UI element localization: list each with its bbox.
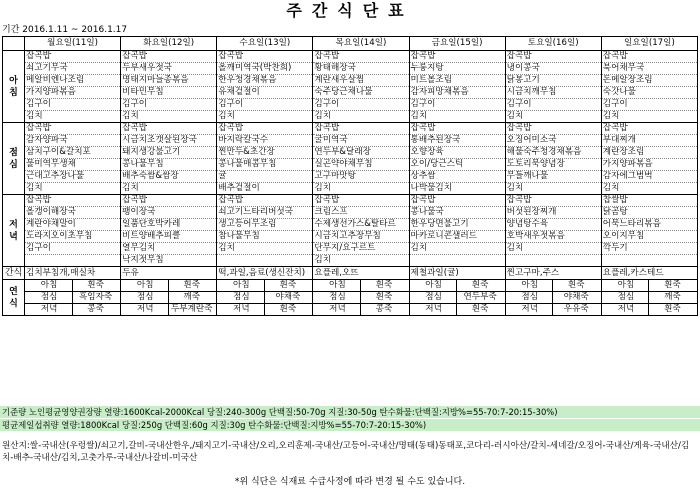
meal-label: 아 침 [3,51,25,123]
menu-item: 오이지무침 [601,231,697,243]
menu-item: 콩나물무침 [121,159,217,171]
porridge-type: 흰죽 [664,304,681,314]
menu-item: 김치 [505,243,601,255]
menu-item: 유채겉절이 [217,87,313,99]
day-header-row [3,37,698,51]
meal-label: 점 심 [3,123,25,195]
porridge-meal: 점심 [507,292,553,303]
meal-row [3,135,698,147]
menu-item: 감자양파국 [25,135,121,147]
menu-item: 김구이 [25,243,121,255]
porridge-cell [25,304,121,316]
menu-item: 명태지마늘종볶음 [121,75,217,87]
menu-item: 김구이 [313,99,409,111]
day-header: 일요일(17일) [601,37,697,51]
menu-item: 올갱이해장국 [25,207,121,219]
meal-row [3,63,698,75]
menu-item: 김치 [121,111,217,123]
menu-item: 비타민무침 [121,87,217,99]
nutrition-average: 평균제일섭취량 열량:1800Kcal 당질:250g 단백질:60g 지질:30g 탄수화물:단백질:지방%=55-70:7-20:15-30%) [0,419,700,431]
porridge-type: 흰죽 [664,280,681,290]
menu-item: 계란장조림 [601,147,697,159]
menu-item: 냉이콩국 [505,63,601,75]
menu-item: 잡곡밥 [313,123,409,135]
porridge-meal: 저녁 [219,304,265,315]
porridge-type: 흰죽 [183,280,201,290]
menu-item: 잡곡밥 [505,123,601,135]
menu-item: 김구이 [409,99,505,111]
menu-item: 잡곡밥 [601,123,697,135]
porridge-row [3,304,698,316]
snack-item: 떡,과일,음료(생신잔치) [217,267,313,280]
porridge-cell [601,292,697,304]
menu-item: 미트볼조림 [409,75,505,87]
porridge-type: 콩죽 [87,304,104,314]
day-header: 금요일(15일) [409,37,505,51]
menu-item: 잡곡밥 [313,51,409,63]
menu-item: 일품단호박카레 [121,219,217,231]
menu-item: 가지양파볶음 [25,87,121,99]
menu-item: 쇠고기느타리버섯국 [217,207,313,219]
menu-item: 잡곡밥 [601,51,697,63]
menu-table [2,36,698,316]
menu-item: 감자피망채볶음 [409,87,505,99]
menu-item: 버섯된장찌개 [505,207,601,219]
menu-item: 귤 [217,171,313,183]
menu-item: 근대고추장나물 [25,171,121,183]
menu-item: 감자에그범벅 [601,171,697,183]
porridge-label: 연 식 [3,280,25,316]
porridge-cell [121,292,217,304]
menu-item: 계란새우살찜 [313,75,409,87]
menu-item: 잡곡밥 [121,123,217,135]
porridge-row [3,292,698,304]
snack-item: 요플레,카스테드 [601,267,697,280]
menu-item: 닭곰탕 [601,207,697,219]
menu-item: 김치 [217,243,313,255]
porridge-cell [121,304,217,316]
menu-item: 비트양배추피클 [121,231,217,243]
porridge-type: 흰죽 [279,304,297,314]
menu-item: 오징어미소국 [505,135,601,147]
meal-row [3,75,698,87]
porridge-meal: 저녁 [411,304,457,315]
meal-row [3,195,698,207]
porridge-meal: 저녁 [27,304,73,315]
porridge-meal: 저녁 [315,304,361,315]
menu-item [505,255,601,267]
menu-item: 한우당면불고기 [409,219,505,231]
menu-item: 마카로니콘샐러드 [409,231,505,243]
menu-item: 바지락칼국수 [217,135,313,147]
menu-item: 메알비엔나조림 [25,75,121,87]
porridge-cell [217,292,313,304]
menu-item: 가지양파볶음 [601,159,697,171]
porridge-meal: 저녁 [507,304,553,315]
menu-item: 잡곡밥 [121,195,217,207]
menu-item: 김구이 [601,99,697,111]
menu-item [217,255,313,267]
porridge-cell [601,304,697,316]
porridge-type: 깨죽 [183,292,201,302]
corner-cell [3,37,25,51]
menu-item: 황태해장국 [313,63,409,75]
page-title: 주간식단표 [286,1,414,20]
meal-row [3,243,698,255]
menu-item: 찹쌀밥 [601,195,697,207]
menu-item: 두부새우젓국 [121,63,217,75]
menu-item: 잡곡밥 [505,51,601,63]
porridge-meal: 아침 [123,280,169,291]
menu-item: 돼지생강불고기 [121,147,217,159]
menu-item: 김치 [313,111,409,123]
meal-row [3,159,698,171]
porridge-meal: 아침 [603,280,649,291]
menu-item: 올깨미역국(박찬희) [217,63,313,75]
menu-item: 콩나물매콤무침 [217,159,313,171]
menu-item: 숙주당근채나물 [313,87,409,99]
meal-row [3,207,698,219]
porridge-type: 흰죽 [471,280,489,290]
meal-row [3,123,698,135]
meal-row [3,87,698,99]
menu-item: 잡곡밥 [121,51,217,63]
porridge-type: 흰죽 [279,280,297,290]
porridge-type: 흰죽 [375,280,393,290]
menu-item: 열무김치 [121,243,217,255]
menu-item: 잡곡밥 [409,123,505,135]
menu-item: 김치 [601,183,697,195]
porridge-cell [505,304,601,316]
menu-item: 배추숙쌈&쌈장 [121,171,217,183]
snack-row [3,267,698,280]
menu-item: 수제생선가스&탈타르 [313,219,409,231]
porridge-cell [217,304,313,316]
meal-row [3,51,698,63]
change-notice: *위 식단은 식재료 수급사정에 따라 변경 될 수도 있습니다. [234,477,466,487]
menu-item: 도토리묵양념장 [505,159,601,171]
menu-item: 통배추된장국 [409,135,505,147]
menu-item: 잡곡밥 [217,123,313,135]
menu-item: 굴미역국 [313,135,409,147]
menu-item: 팽이장국 [121,207,217,219]
menu-item: 한우청경채볶음 [217,75,313,87]
menu-item: 낙지젓무침 [121,255,217,267]
meal-row [3,183,698,195]
menu-item: 잡곡밥 [25,195,121,207]
porridge-meal: 저녁 [603,304,649,315]
period-label: 기간 2016.1.11 ~ 2016.1.17 [2,25,128,35]
snack-item: 김치부침개,매실차 [25,267,121,280]
porridge-type: 야채죽 [563,292,589,302]
menu-item: 단무지/요구르트 [313,243,409,255]
menu-item: 잡곡밥 [313,195,409,207]
porridge-type: 연두부죽 [463,292,497,302]
meal-row [3,219,698,231]
menu-item: 어묵느타리볶음 [601,219,697,231]
menu-item: 잡곡밥 [25,51,121,63]
origin-note: 원산지:쌀-국내산(우렁쌀)/쇠고기,갈비-국내산한우,/돼지고기-국내산/오리,오리훈제-국내산/고등어-국내산/명태(동태)동태포,코다리-러시아산/갈치-세네갈/오징어-국내산/게육-국내산/김치-배추-국내산/김치,고춧가루-국내산/나갈비-미국산 [2,441,690,463]
menu-item: 콩나물국 [409,207,505,219]
menu-item: 상추쌈 [409,171,505,183]
porridge-type: 콩죽 [375,304,393,314]
porridge-type: 야채죽 [275,292,301,302]
meal-row [3,111,698,123]
menu-item: 생고등어무조림 [217,219,313,231]
porridge-meal: 아침 [27,280,73,291]
menu-item: 쇠고기무국 [25,63,121,75]
porridge-cell [121,280,217,292]
menu-item: 김구이 [505,99,601,111]
menu-item: 무들깨나물 [505,171,601,183]
porridge-meal: 아침 [219,280,265,291]
snack-item: 두유 [121,267,217,280]
menu-item: 김구이 [121,99,217,111]
porridge-type: 우유죽 [563,304,589,314]
porridge-cell [505,280,601,292]
menu-item: 호박새우젓볶음 [505,231,601,243]
porridge-meal: 점심 [123,292,169,303]
menu-item: 김치 [409,243,505,255]
day-header: 목요일(14일) [313,37,409,51]
porridge-type: 흰죽 [87,280,104,290]
porridge-type: 깨죽 [664,292,681,302]
menu-item: 김치 [505,111,601,123]
porridge-meal: 점심 [411,292,457,303]
day-header: 월요일(11일) [25,37,121,51]
menu-item: 김치 [409,111,505,123]
menu-item: 나박물김치 [409,183,505,195]
menu-item: 양념탕수육 [505,219,601,231]
porridge-type: 흑임자죽 [78,292,113,302]
menu-item: 잡곡밥 [505,195,601,207]
menu-item: 실곤약야채무침 [313,159,409,171]
menu-item: 김치 [601,111,697,123]
porridge-cell [409,280,505,292]
porridge-type: 두부계란죽 [170,304,213,314]
menu-item: 시금치조갯살된장국 [121,135,217,147]
menu-item: 김치 [313,255,409,267]
menu-item: 숙갓나물 [601,87,697,99]
porridge-cell [217,280,313,292]
porridge-type: 흰죽 [375,292,393,302]
menu-item: 배추겉절이 [217,183,313,195]
meal-row [3,147,698,159]
porridge-meal: 점심 [27,292,73,303]
porridge-meal: 아침 [411,280,457,291]
porridge-cell [409,292,505,304]
menu-item [601,255,697,267]
menu-item: 계란야채말이 [25,219,121,231]
menu-item: 해물숙주청경채볶음 [505,147,601,159]
day-header: 토요일(16일) [505,37,601,51]
menu-item [25,255,121,267]
menu-item: 부대찌개 [601,135,697,147]
menu-item: 잡곡밥 [409,195,505,207]
menu-item: 김치 [505,183,601,195]
menu-item: 시금치깨무침 [505,87,601,99]
menu-item: 물미역무생채 [25,159,121,171]
menu-item: 오이/당근스틱 [409,159,505,171]
menu-item: 깍두기 [601,243,697,255]
menu-item: 북어채무국 [601,63,697,75]
menu-item: 시금치고추장무침 [313,231,409,243]
porridge-row [3,280,698,292]
menu-item: 김치 [217,111,313,123]
porridge-cell [25,280,121,292]
meal-row [3,99,698,111]
menu-item: 도라지오이초무침 [25,231,121,243]
porridge-meal: 저녁 [123,304,169,315]
porridge-type: 흰죽 [567,280,585,290]
menu-item: 닭봉고기 [505,75,601,87]
snack-item: 요플레,오뜨 [313,267,409,280]
meal-row [3,171,698,183]
porridge-meal: 점심 [603,292,649,303]
meal-label: 저 녁 [3,195,25,267]
snack-item: 찐고구마,주스 [505,267,601,280]
porridge-meal: 아침 [315,280,361,291]
day-header: 화요일(12일) [121,37,217,51]
porridge-meal: 점심 [219,292,265,303]
porridge-cell [313,292,409,304]
menu-item: 참나물무침 [217,231,313,243]
porridge-cell [25,292,121,304]
menu-item: 김치 [313,183,409,195]
menu-item: 잡곡밥 [217,195,313,207]
menu-item: 크림스프 [313,207,409,219]
snack-label: 간식 [3,267,25,280]
meal-body [3,51,698,316]
menu-item: 찐만두&초간장 [217,147,313,159]
menu-item: 김치 [25,111,121,123]
day-header: 수요일(13일) [217,37,313,51]
menu-item: 김치 [121,183,217,195]
menu-item: 연두부&달래장 [313,147,409,159]
menu-item: 잡곡밥 [25,123,121,135]
porridge-cell [409,304,505,316]
menu-item: 고구마맛탕 [313,171,409,183]
menu-item: 김치 [25,183,121,195]
meal-row [3,231,698,243]
snack-item: 제철과일(귤) [409,267,505,280]
menu-item: 오향장육 [409,147,505,159]
menu-item: 누룽지탕 [409,63,505,75]
menu-item: 김구이 [25,99,121,111]
porridge-meal: 아침 [507,280,553,291]
porridge-cell [313,304,409,316]
menu-item [409,255,505,267]
menu-item: 돈메알장조림 [601,75,697,87]
menu-item: 잡곡밥 [217,51,313,63]
porridge-cell [313,280,409,292]
menu-item: 잡곡밥 [409,51,505,63]
porridge-meal: 점심 [315,292,361,303]
menu-item: 삼치구이&갈치포 [25,147,121,159]
meal-row [3,255,698,267]
porridge-cell [505,292,601,304]
nutrition-standard: 기준량 노인평균영양권장량 열량:1600Kcal-2000Kcal 당질:240-300g 단백질:50-70g 지질:30-50g 탄수화물:단백질:지방%=55-70:7-20:15-30%) [0,406,700,418]
porridge-type: 흰죽 [471,304,489,314]
porridge-cell [601,280,697,292]
menu-item: 김구이 [217,99,313,111]
